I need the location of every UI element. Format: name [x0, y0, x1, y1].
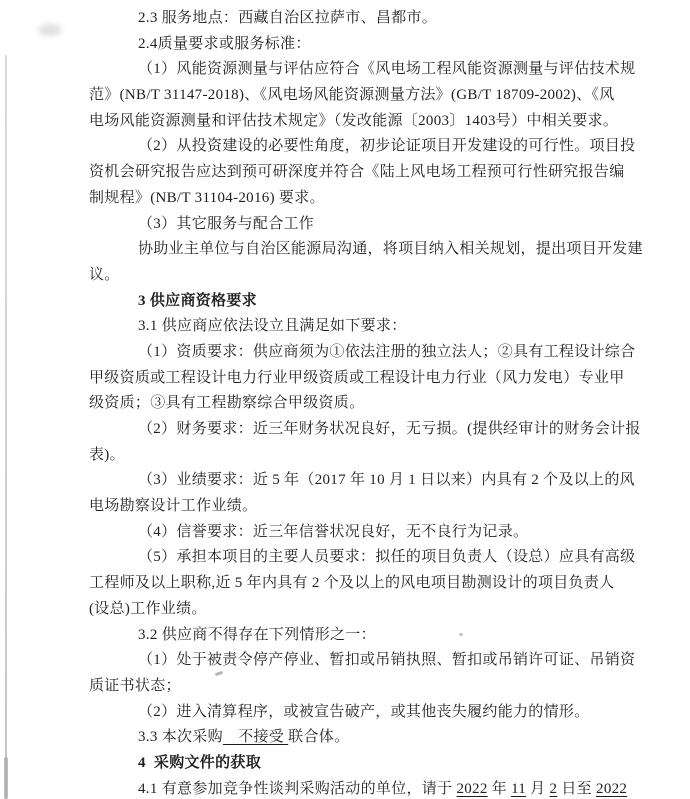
- no-consortium-underlined-value: 不接受: [222, 729, 289, 746]
- line-4-1-obtain-documents: [89, 777, 634, 799]
- line-req2-feasibility-3: 制规程》(NB/T 31104-2016) 要求。: [89, 189, 325, 206]
- start-year-underlined: 2022: [456, 780, 488, 797]
- line-prohibited-2: （2）进入清算程序，或被宣告破产，或其他丧失履约能力的情形。: [138, 703, 590, 720]
- line-performance-req-2: 电场勘察设计工作业绩。: [89, 498, 258, 515]
- scan-smudge-artifact: [38, 24, 62, 36]
- line-req3-other-services: （3）其它服务与配合工作: [138, 215, 315, 232]
- section-3-supplier-qualification-heading: 3 供应商资格要求: [138, 292, 257, 309]
- line-assist-owner-2: 议。: [89, 266, 120, 283]
- line-qualification-req-3: 级资质；③具有工程勘察综合甲级资质。: [89, 395, 365, 412]
- line-qualification-req-2: 甲级资质或工程设计电力行业甲级资质或工程设计电力行业（风力发电）专业甲: [89, 369, 625, 386]
- year-label: 年: [487, 780, 512, 797]
- line-financial-req-1: （2）财务要求：近三年财务状况良好，无亏损。(提供经审计的财务会计报: [138, 421, 641, 437]
- section-4-document-acquisition-heading: 4 采购文件的获取: [138, 754, 262, 771]
- line-financial-req-2: 表)。: [89, 446, 125, 463]
- line-req1-wind-resource-1: （1）风能资源测量与评估应符合《风电场工程风能资源测量与评估技术规: [138, 61, 636, 78]
- line-req1-wind-resource-2: 范》(NB/T 31147-2018)、《风电场风能资源测量方法》(GB/T 18709-2002)、《风: [89, 87, 615, 104]
- start-month-underlined: 11: [511, 780, 527, 797]
- line-personnel-req-1: （5）承担本项目的主要人员要求：拟任的项目负责人（设总）应具有高级: [138, 549, 636, 566]
- line-performance-req-1: （3）业绩要求：近 5 年（2017 年 10 月 1 日以来）内具有 2 个及以上的风: [138, 472, 635, 489]
- no-consortium-prefix: 3.3 本次采购: [138, 729, 223, 746]
- start-day-underlined: 2: [549, 780, 558, 797]
- document-body: [89, 6, 643, 799]
- line-prohibited-1b: 质证书状态；: [89, 677, 181, 694]
- scan-edge-artifact: [5, 55, 7, 799]
- line-2-3-service-location: 2.3 服务地点：西藏自治区拉萨市、昌都市。: [138, 10, 438, 26]
- line-qualification-req-1: （1）资质要求：供应商须为①依法注册的独立法人；②具有工程设计综合: [138, 343, 636, 360]
- line-personnel-req-2: 工程师及以上职称,近 5 年内具有 2 个及以上的风电项目勘测设计的项目负责人: [89, 575, 615, 592]
- day-to-label: 日至: [557, 780, 597, 797]
- scan-edge-bottom-artifact: [4, 757, 8, 799]
- line-req1-wind-resource-3: 电场风能资源测量和评估技术规定》（发改能源〔2003〕1403号）中相关要求。: [89, 112, 619, 129]
- line-req2-feasibility-1: （2）从投资建设的必要性角度，初步论证项目开发建设的可行性。项目投: [138, 138, 636, 155]
- line-3-1-intro: 3.1 供应商应依法设立且满足如下要求：: [138, 318, 407, 335]
- month-label: 月: [526, 780, 550, 797]
- end-year-underlined: 2022: [596, 780, 628, 797]
- line-prohibited-1a: （1）处于被责令停产停业、暂扣或吊销执照、暂扣或吊销许可证、吊销资: [138, 652, 636, 669]
- line-reputation-req: （4）信誉要求：近三年信誉状况良好，无不良行为记录。: [138, 523, 529, 540]
- line-2-4-quality-heading: 2.4质量要求或服务标准：: [138, 35, 311, 52]
- line-req2-feasibility-2: 资机会研究报告应达到预可研深度并符合《陆上风电场工程预可行性研究报告编: [89, 164, 625, 181]
- line-3-2-intro: 3.2 供应商不得存在下列情形之一：: [138, 626, 376, 643]
- line-assist-owner-1: 协助业主单位与自治区能源局沟通，将项目纳入相关规划，提出项目开发建: [138, 241, 643, 258]
- no-consortium-suffix: 联合体。: [288, 729, 350, 746]
- line-personnel-req-3: (设总)工作业绩。: [89, 600, 207, 617]
- obtain-docs-prefix: 4.1 有意参加竞争性谈判采购活动的单位，请于: [138, 780, 457, 797]
- line-3-3-no-consortium: [89, 725, 634, 751]
